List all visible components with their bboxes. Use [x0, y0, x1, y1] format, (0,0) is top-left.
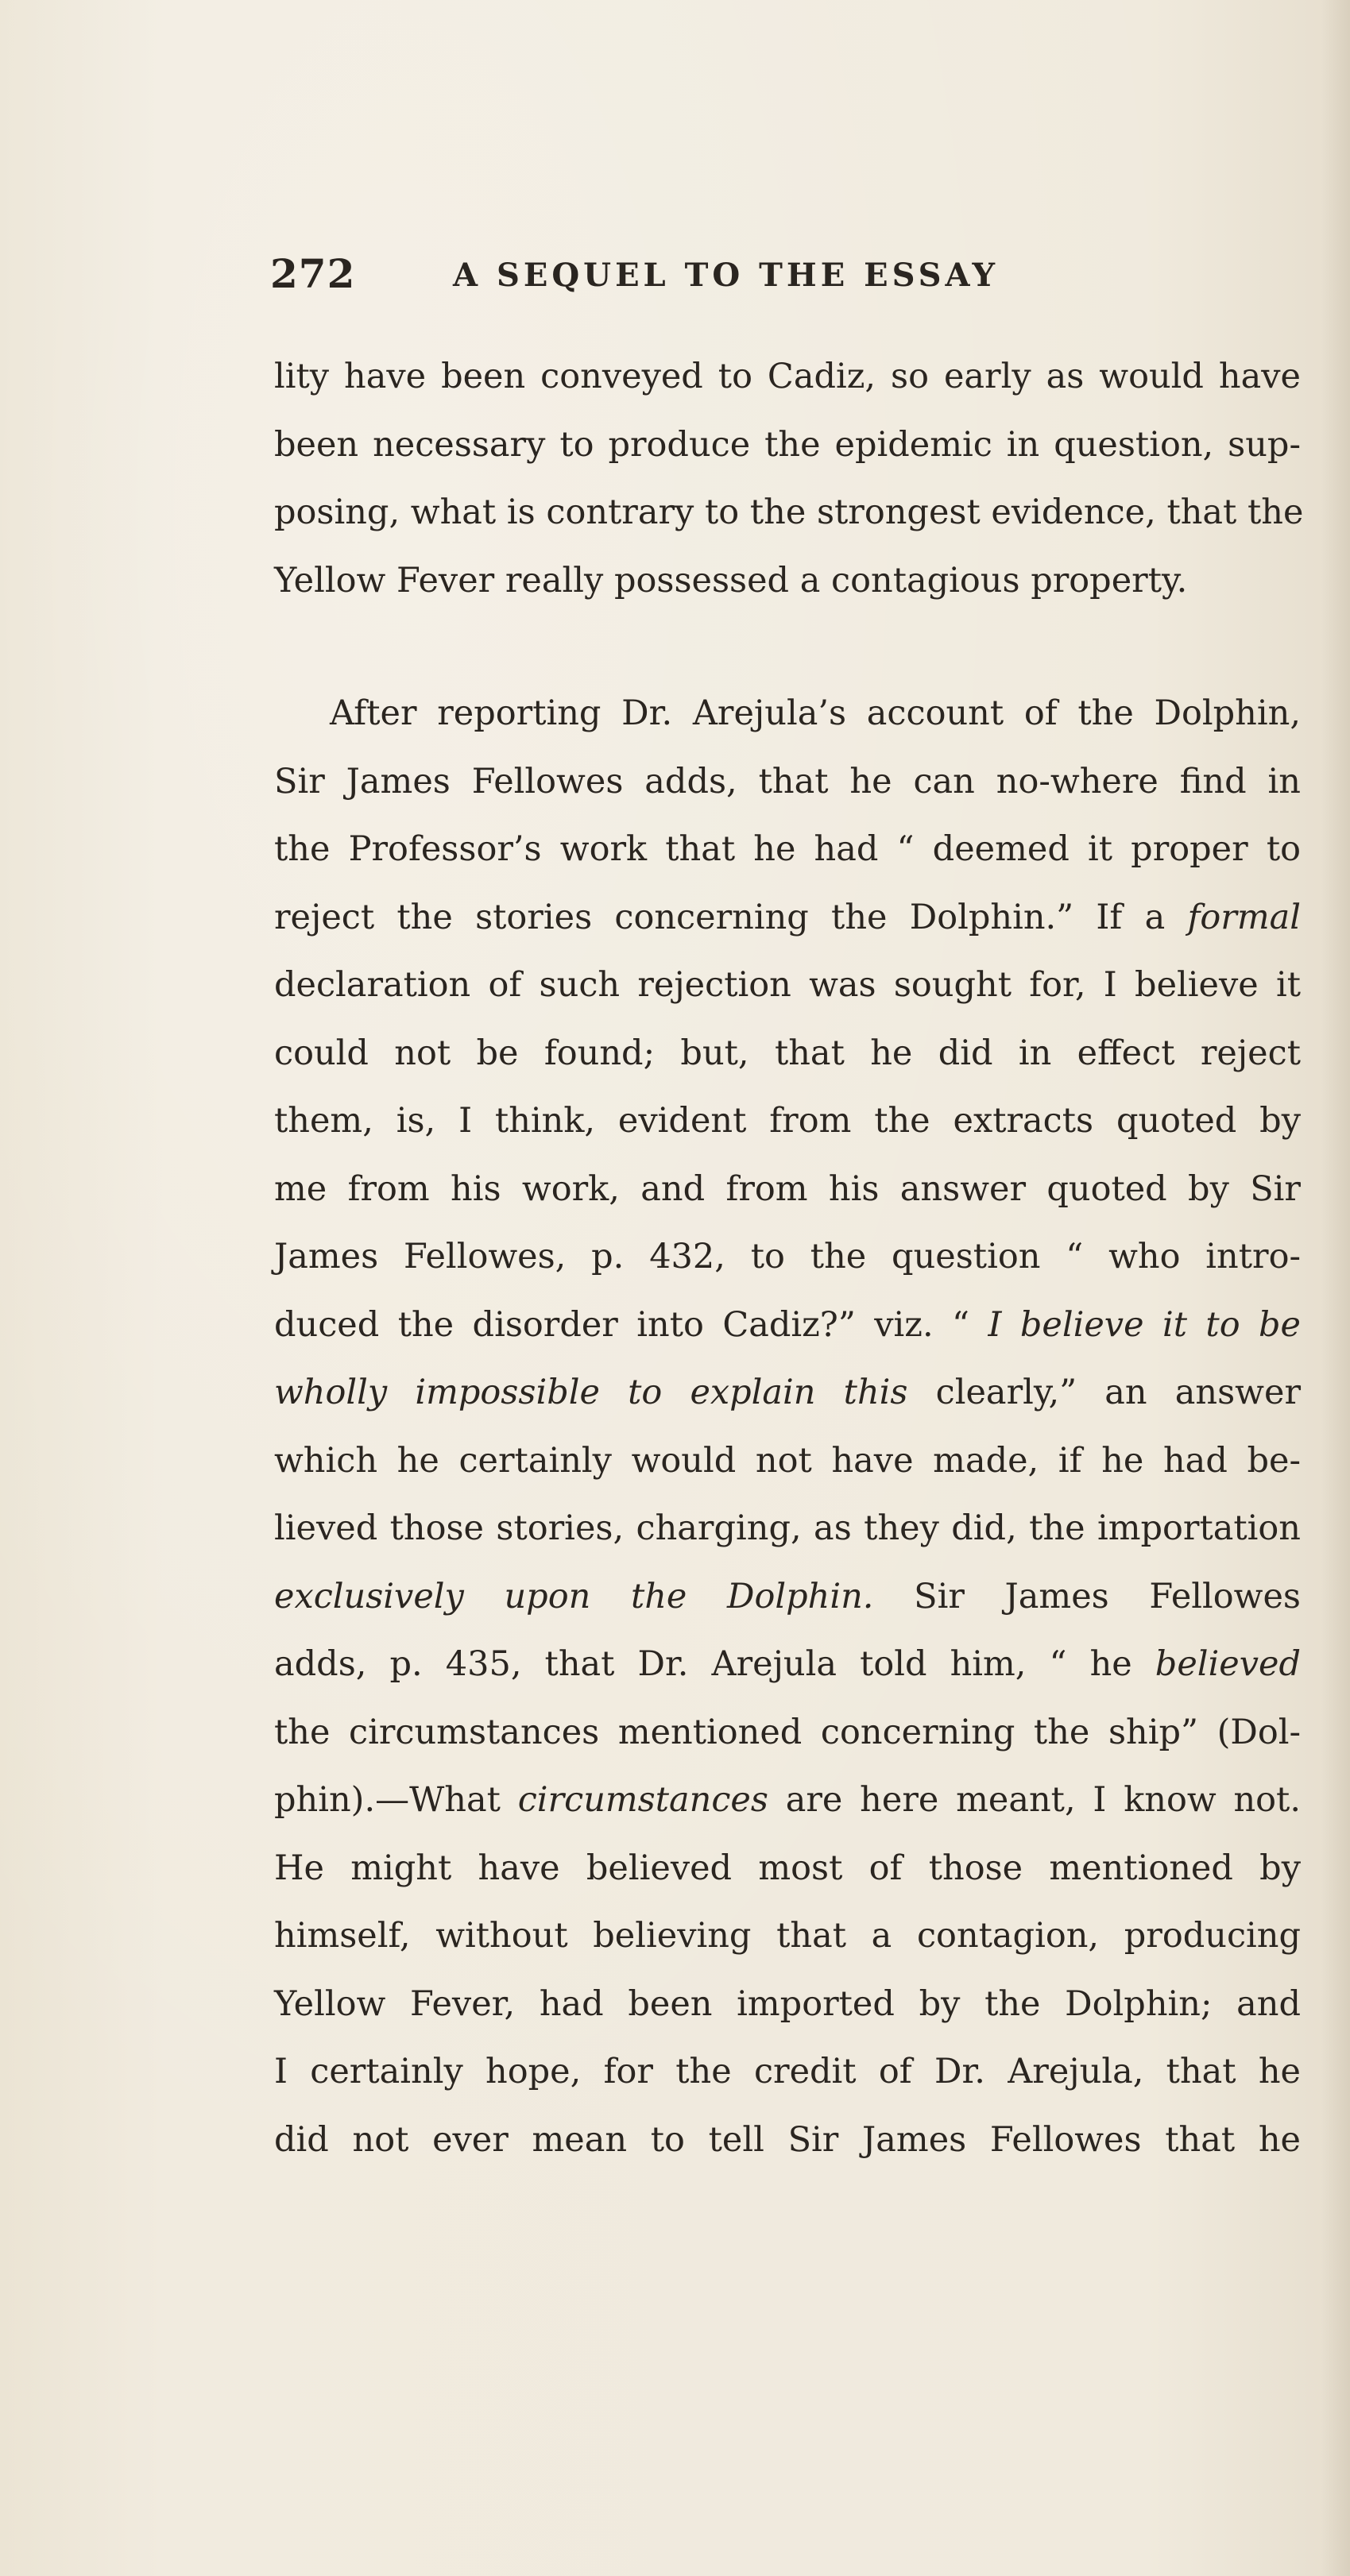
text-line: himself, without believing that a contagion, producing	[274, 1916, 1301, 1956]
text-line: the circumstances mentioned concerning the ship” (Dol-	[274, 1712, 1301, 1752]
italic-text: believed	[1155, 1644, 1301, 1684]
italic-text: circumstances	[517, 1780, 768, 1820]
text-line	[274, 1563, 1301, 1632]
page-number: 272	[270, 250, 356, 297]
text-segment: Sir James Fellowes	[873, 1576, 1301, 1616]
italic-text: wholly impossible to explain this	[274, 1373, 908, 1412]
text-line	[274, 1767, 1301, 1835]
text-line: lity have been conveyed to Cadiz, so early as would have	[274, 357, 1301, 396]
text-line	[274, 1631, 1301, 1699]
italic-text: formal	[1187, 897, 1301, 937]
text-segment: reject the stories concerning the Dolphin.” If a	[274, 897, 1188, 937]
text-line: declaration of such rejection was sought for, I believe it	[274, 965, 1301, 1005]
text-line: Sir James Fellowes adds, that he can no-where find in	[274, 761, 1301, 801]
text-line	[274, 1292, 1301, 1360]
text-line: After reporting Dr. Arejula’s account of the Dolphin,	[330, 693, 1301, 733]
text-line: them, is, I think, evident from the extracts quoted by	[274, 1101, 1301, 1141]
text-line: I certainly hope, for the credit of Dr. Arejula, that he	[274, 2052, 1301, 2091]
running-title: A SEQUEL TO THE ESSAY	[453, 257, 1000, 294]
italic-text: I believe it to be	[988, 1304, 1301, 1345]
text-line	[274, 1359, 1301, 1427]
text-line: Yellow Fever, had been imported by the Dolphin; and	[274, 1983, 1301, 2024]
text-line: me from his work, and from his answer quoted by Sir	[274, 1168, 1301, 1209]
text-segment: phin).—What	[274, 1780, 518, 1820]
body-text	[274, 343, 1304, 2174]
text-line: did not ever mean to tell Sir James Fellowes that he	[274, 2119, 1301, 2160]
text-line: Yellow Fever really possessed a contagious property.	[274, 560, 1188, 601]
paragraph-gap	[274, 615, 1301, 680]
text-segment: adds, p. 435, that Dr. Arejula told him, “ he	[274, 1644, 1155, 1684]
text-line: He might have believed most of those mentioned by	[274, 1848, 1301, 1888]
text-line: lieved those stories, charging, as they did, the importation	[274, 1508, 1301, 1548]
text-line: could not be found; but, that he did in effect reject	[274, 1033, 1301, 1073]
text-segment: are here meant, I know not.	[768, 1780, 1301, 1820]
text-line: which he certainly would not have made, if he had be-	[274, 1440, 1301, 1481]
text-line: the Professor’s work that he had “ deemed it proper to	[274, 829, 1301, 869]
text-line: been necessary to produce the epidemic in question, sup-	[274, 424, 1301, 465]
page-header	[270, 250, 1112, 306]
italic-text: exclusively upon the Dolphin.	[274, 1576, 874, 1616]
text-segment: duced the disorder into Cadiz?” viz. “	[274, 1304, 988, 1345]
text-segment: clearly,” an answer	[907, 1373, 1301, 1412]
text-line: James Fellowes, p. 432, to the question “ who intro-	[274, 1237, 1301, 1276]
text-line: posing, what is contrary to the strongest evidence, that the	[274, 492, 1304, 532]
text-line	[274, 884, 1301, 952]
